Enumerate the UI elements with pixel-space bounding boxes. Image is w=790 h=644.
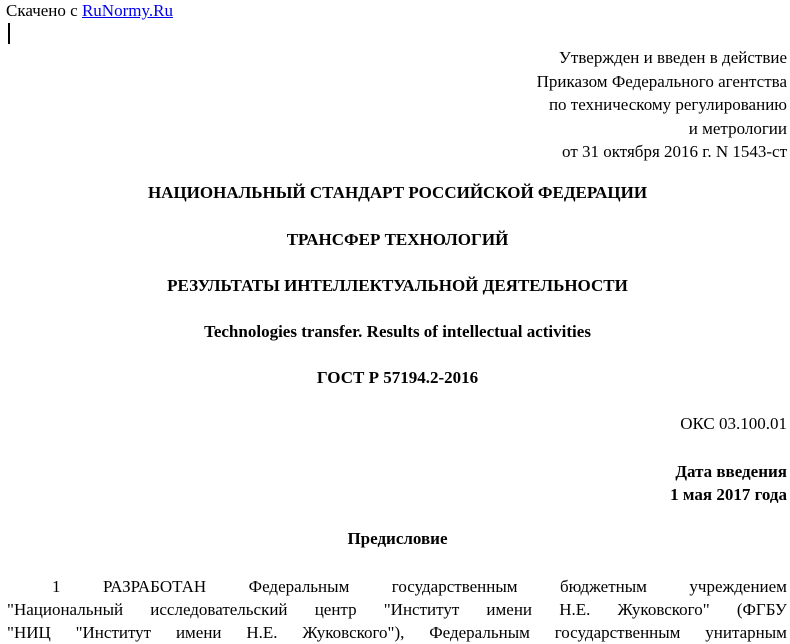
paragraph-word: Н.Е. <box>559 600 591 619</box>
foreword-paragraph <box>7 575 787 644</box>
paragraph-word: государственным <box>391 577 518 596</box>
source-link[interactable]: RuNormy.Ru <box>81 1 173 20</box>
paragraph-word: исследовательский <box>150 600 288 619</box>
subtitle: РЕЗУЛЬТАТЫ ИНТЕЛЛЕКТУАЛЬНОЙ ДЕЯТЕЛЬНОСТИ <box>167 276 628 295</box>
paragraph-word: "Институт <box>383 600 460 619</box>
oks-code: ОКС 03.100.01 <box>680 414 787 433</box>
intro-date-block <box>670 460 787 506</box>
intro-date-label: Дата введения <box>675 462 787 481</box>
english-title: Technologies transfer. Results of intellectual activities <box>204 322 591 341</box>
paragraph-word: имени <box>486 600 533 619</box>
approval-line: от 31 октября 2016 г. N 1543-ст <box>562 142 787 161</box>
paragraph-word: (ФГБУ <box>736 600 787 619</box>
approval-line: Приказом Федерального агентства <box>536 71 787 91</box>
paragraph-word: 1 <box>52 577 61 596</box>
approval-line: Утвержден и введен в действие <box>558 48 787 67</box>
paragraph-word: "Национальный <box>7 600 124 619</box>
approval-line: и метрологии <box>688 118 787 138</box>
source-prefix: Скачено с <box>6 1 78 20</box>
paragraph-word: Жуковского" <box>617 600 710 619</box>
paragraph-word: имени <box>175 623 222 642</box>
paragraph-word: "Институт <box>75 623 152 642</box>
paragraph-word: Жуковского"), <box>302 623 405 642</box>
paragraph-line <box>7 575 787 598</box>
text-cursor <box>8 23 10 44</box>
paragraph-line <box>7 598 787 621</box>
paragraph-word: Н.Е. <box>246 623 278 642</box>
intro-date-value: 1 мая 2017 года <box>670 485 787 504</box>
paragraph-word: унитарным <box>705 623 787 642</box>
paragraph-word: Федеральным <box>429 623 530 642</box>
paragraph-word: центр <box>314 600 357 619</box>
paragraph-word: учреждением <box>689 577 787 596</box>
approval-line: по техническому регулированию <box>548 95 787 114</box>
source-line <box>6 1 173 21</box>
gost-number: ГОСТ Р 57194.2-2016 <box>316 368 479 387</box>
foreword-heading: Предисловие <box>347 529 448 548</box>
paragraph-word: РАЗРАБОТАН <box>102 577 207 596</box>
paragraph-word: государственным <box>554 623 681 642</box>
approval-block <box>537 46 787 164</box>
paragraph-word: "НИЦ <box>7 623 51 642</box>
paragraph-word: бюджетным <box>560 577 647 596</box>
paragraph-word: Федеральным <box>248 577 350 596</box>
subject-title: ТРАНСФЕР ТЕХНОЛОГИЙ <box>286 230 509 249</box>
standard-title: НАЦИОНАЛЬНЫЙ СТАНДАРТ РОССИЙСКОЙ ФЕДЕРАЦИИ <box>147 183 648 202</box>
